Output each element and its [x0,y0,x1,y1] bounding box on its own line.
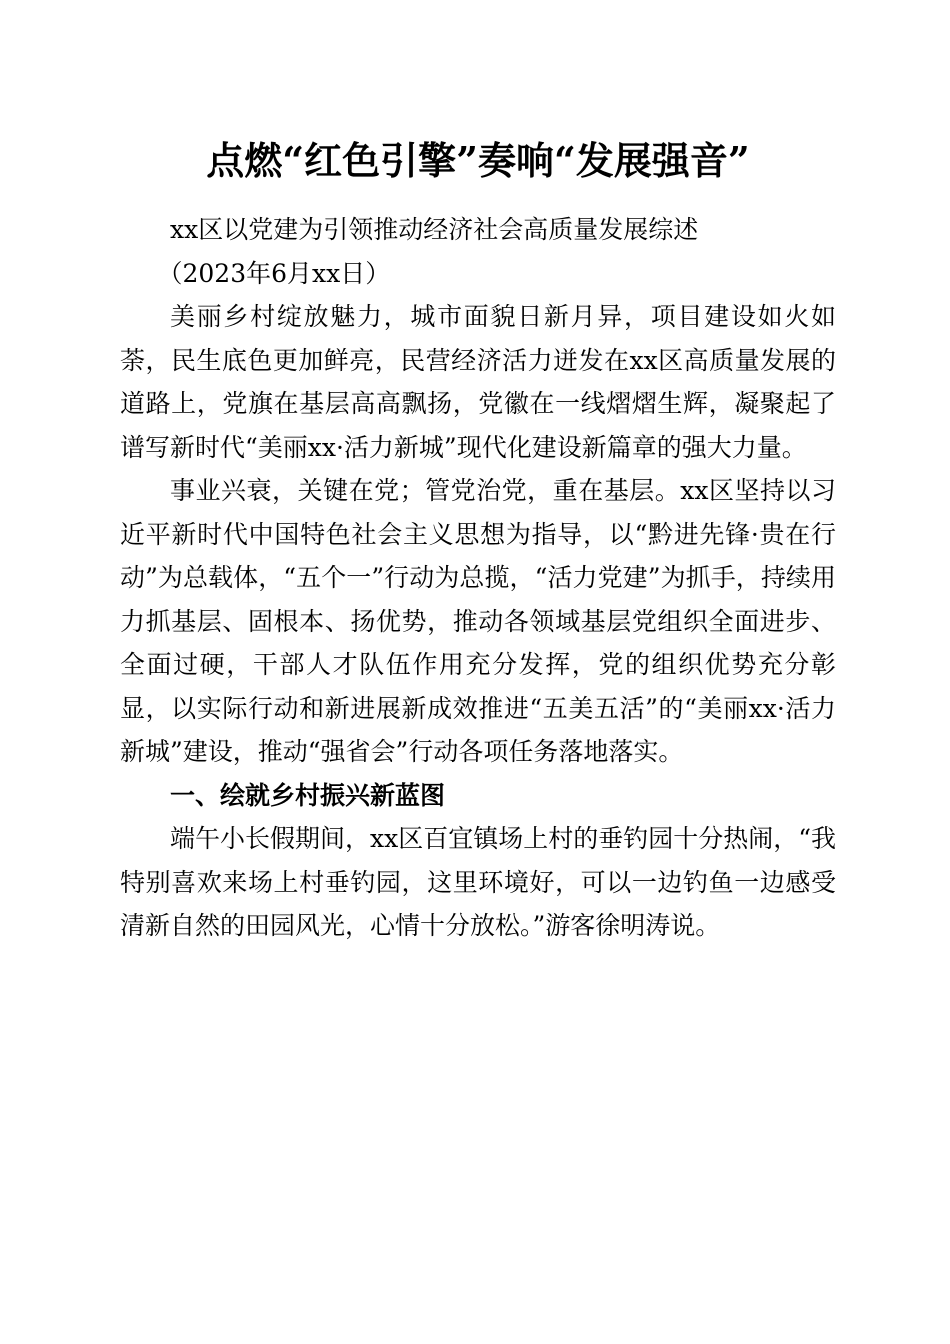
paragraph-intro: 美丽乡村绽放魅力，城市面貌日新月异，项目建设如火如荼，民生底色更加鲜亮，民营经济活力迸发在xx区高质量发展的道路上，党旗在基层高高飘扬，党徽在一线熠熠生辉，凝聚起了谱写新时代“美丽xx·活力新城”现代化建设新篇章的强大力量。 [120,302,836,462]
section-heading-rural-revitalization: 一、绘就乡村振兴新蓝图 [170,780,446,810]
document-subtitle: xx区以党建为引领推动经济社会高质量发展综述 [170,215,699,244]
paragraph-party-building: 事业兴衰，关键在党；管党治党，重在基层。xx区坚持以习近平新时代中国特色社会主义思想为指导，以“黔进先锋·贵在行动”为总载体，“五个一”行动为总揽，“活力党建”为抓手，持续用力抓基层、固根本、扬优势，推动各领域基层党组织全面进步、全面过硬，干部人才队伍作用充分发挥，党的组织优势充分彰显，以实际行动和新进展新成效推进“五美五活”的“美丽xx·活力新城”建设，推动“强省会”行动各项任务落地落实。 [120,476,836,766]
document-date: （2023年6月xx日） [157,258,391,288]
paragraph-fishing-park: 端午小长假期间，xx区百宜镇场上村的垂钓园十分热闹，“我特别喜欢来场上村垂钓园，这里环境好，可以一边钓鱼一边感受清新自然的田园风光，心情十分放松。”游客徐明涛说。 [120,824,836,940]
document-title: 点燃“红色引擎”奏响“发展强音” [206,138,750,183]
document-body [120,208,836,948]
